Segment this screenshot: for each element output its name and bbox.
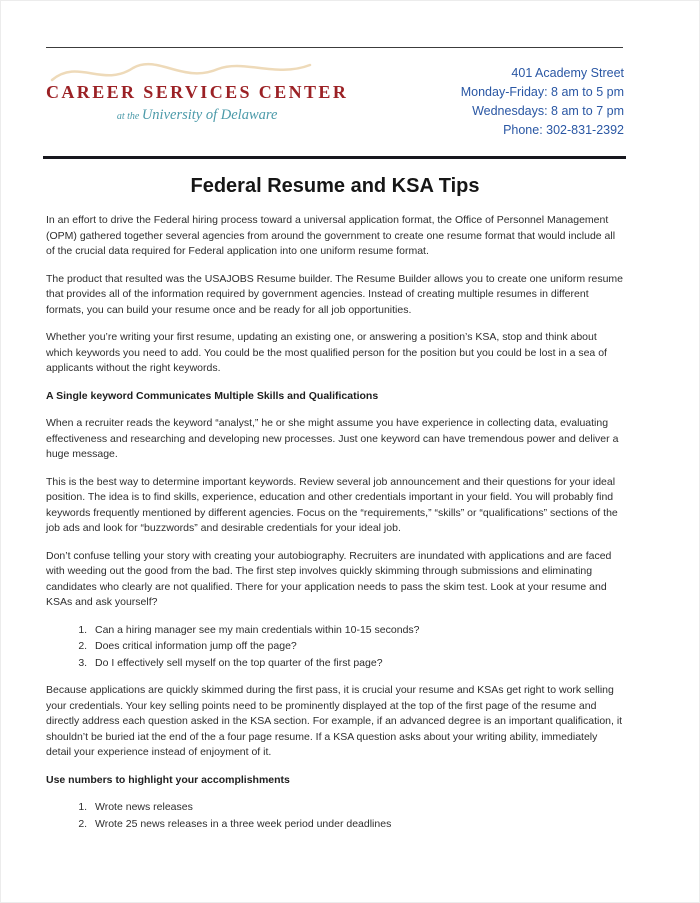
document-body <box>46 213 624 832</box>
accomplishments-list <box>46 800 624 832</box>
logo-flourish-icon <box>48 56 318 86</box>
skim-test-questions-list <box>46 623 624 672</box>
contact-hours-weekday: Monday-Friday: 8 am to 5 pm <box>460 85 624 99</box>
list-item: 3. Do I effectively sell myself on the top quarter of the first page? <box>90 656 624 672</box>
list-item: 1. Can a hiring manager see my main credentials within 10-15 seconds? <box>90 623 624 639</box>
paragraph-keywords-intro: Whether you’re writing your first resume, updating an existing one, or answering a position’s KSA, stop and think about which keywords you need to add. You could be the most qualified person for the position but you could be lost in a sea of applicants without the right keywords. <box>46 331 607 374</box>
list-item: 2. Wrote 25 news releases in a three week period under deadlines <box>90 817 624 833</box>
heading-use-numbers: Use numbers to highlight your accomplishments <box>46 773 290 786</box>
paragraph-intro-opm: In an effort to drive the Federal hiring process toward a universal application format, the Office of Personnel Management (OPM) gathered together several agencies from around the government to create one resume format that would include all of the crucial data required for Federal application into one uniform resume format. <box>46 214 616 257</box>
logo-tagline-prefix: at the <box>116 111 142 122</box>
contact-phone: Phone: 302-831-2392 <box>503 123 624 137</box>
career-services-logo <box>46 58 348 124</box>
paragraph-determine-keywords: This is the best way to determine important keywords. Review several job announcement and their questions for your ideal position. The idea is to find skills, experience, education and other credentials important in your field. You will probably find keywords frequently mentioned by different agencies. Focus on the “requirements,” “skills” or “qualifications” sections of the job ads and look for “buzzwords” and desirable credentials for your ideal job. <box>46 475 618 534</box>
logo-title: CAREER SERVICES CENTER <box>46 82 349 102</box>
page-title: Federal Resume and KSA Tips <box>190 175 480 197</box>
contact-block <box>461 58 624 140</box>
list-item: 2. Does critical information jump off the page? <box>90 639 624 655</box>
top-divider <box>46 47 623 48</box>
header-divider <box>43 156 626 159</box>
header <box>46 58 624 140</box>
contact-hours-wednesday: Wednesdays: 8 am to 7 pm <box>472 104 624 118</box>
heading-single-keyword: A Single keyword Communicates Multiple Skills and Qualifications <box>46 389 379 402</box>
paragraph-skim-test: Don’t confuse telling your story with creating your autobiography. Recruiters are inundated with applications and are faced with weeding out the good from the bad. The first step involves quickly skimming through submissions and eliminating candidates who clearly are not qualified. There for your application needs to pass the skim test. Look at your resume and KSAs and ask yourself? <box>46 549 612 608</box>
logo-tagline <box>46 106 348 124</box>
paragraph-usajobs-builder: The product that resulted was the USAJOBS Resume builder. The Resume Builder allows you to create one uniform resume that provides all of the information required by government agencies. Instead of creating multiple resumes in different formats, you can build your resume once and be ready for all job opportunities. <box>46 272 624 316</box>
logo-tagline-main: University of Delaware <box>141 107 278 123</box>
paragraph-selling-credentials: Because applications are quickly skimmed during the first pass, it is crucial your resume and KSAs get right to work selling your credentials. Your key selling points need to be prominently displayed at the top of the first page of the resume and directly address each question asked in the KSA section. For example, if an advanced degree is an important qualification, it shouldn’t be buried iat the end of the a four page resume. If a KSA question asks about your writing ability, immediately detail your experience instead of enjoyment of it. <box>46 684 623 758</box>
list-item: 1. Wrote news releases <box>90 800 624 816</box>
paragraph-analyst-example: When a recruiter reads the keyword “analyst,” he or she might assume you have experience in collecting data, evaluating effectiveness and researching and developing new processes. Just one keyword can have tremendous power and deliver a huge message. <box>46 417 619 460</box>
contact-address: 401 Academy Street <box>511 66 624 80</box>
